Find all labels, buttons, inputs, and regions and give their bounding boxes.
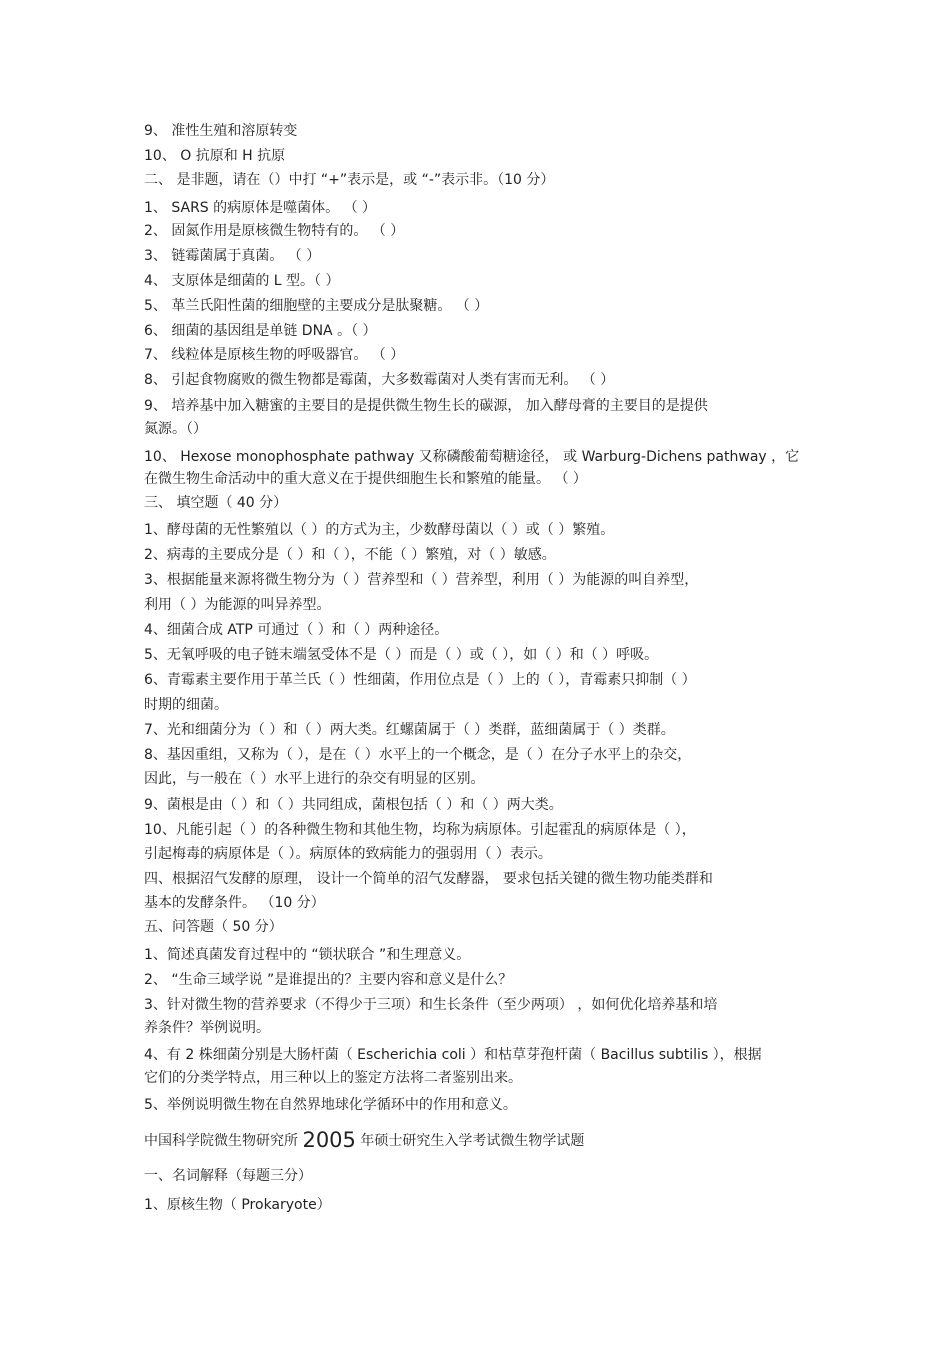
- text-line: 1、酵母菌的无性繁殖以（ ）的方式为主，少数酵母菌以（ ）或（ ）繁殖。: [144, 522, 615, 538]
- text-line: 3、针对微生物的营养要求（不得少于三项）和生长条件（至少两项） ，如何优化培养基和培: [144, 997, 718, 1013]
- text-line: 三、 填空题（ 40 分）: [144, 495, 288, 511]
- exam-title-suffix: 年硕士研究生入学考试微生物学试题: [355, 1133, 585, 1149]
- text-line: 5、举例说明微生物在自然界地球化学循环中的作用和意义。: [144, 1097, 517, 1113]
- text-line: 五、问答题（ 50 分）: [144, 919, 283, 935]
- text-line: 9、 培养基中加入糖蜜的主要目的是提供微生物生长的碳源， 加入酵母膏的主要目的是提供: [144, 398, 708, 414]
- text-line: 7、 线粒体是原核生物的呼吸器官。 （ ）: [144, 347, 405, 363]
- text-line: 利用（ ）为能源的叫异养型。: [144, 597, 331, 613]
- text-line: 10、凡能引起（ ）的各种微生物和其他生物，均称为病原体。引起霍乱的病原体是（ ），: [144, 822, 696, 838]
- text-line: 9、菌根是由（ ）和（ ）共同组成，菌根包括（ ）和（ ）两大类。: [144, 797, 563, 813]
- text-line: 1、简述真菌发育过程中的 “锁状联合 ”和生理意义。: [144, 947, 471, 963]
- exam-title-prefix: 中国科学院微生物研究所: [144, 1133, 303, 1149]
- text-line: 2、 “生命三域学说 ”是谁提出的？主要内容和意义是什么？: [144, 972, 513, 988]
- text-line: 2、 固氮作用是原核微生物特有的。 （ ）: [144, 223, 405, 239]
- text-line: 6、青霉素主要作用于革兰氏（ ）性细菌，作用位点是（ ）上的（ ），青霉素只抑制（ ）: [144, 672, 696, 688]
- exam-title: [144, 1128, 814, 1152]
- text-line: 一、名词解释（每题三分）: [144, 1168, 312, 1184]
- text-line: 4、有 2 株细菌分别是大肠杆菌（ Escherichia coli ）和枯草芽孢杆菌（ Bacillus subtilis ），根据: [144, 1047, 762, 1063]
- text-line: 4、细菌合成 ATP 可通过（ ）和（ ）两种途径。: [144, 622, 449, 638]
- text-line: 8、 引起食物腐败的微生物都是霉菌，大多数霉菌对人类有害而无利。 （ ）: [144, 372, 615, 388]
- text-line: 在微生物生命活动中的重大意义在于提供细胞生长和繁殖的能量。 （ ）: [144, 471, 587, 487]
- text-line: 养条件？举例说明。: [144, 1020, 270, 1036]
- exam-title-year: 2005: [302, 1128, 356, 1152]
- text-line: 四、根据沼气发酵的原理， 设计一个简单的沼气发酵器， 要求包括关键的微生物功能类群和: [144, 871, 713, 887]
- text-line: 5、 革兰氏阳性菌的细胞壁的主要成分是肽聚糖。 （ ）: [144, 298, 489, 314]
- text-line: 2、病毒的主要成分是（ ）和（ ），不能（ ）繁殖，对（ ）敏感。: [144, 547, 556, 563]
- text-line: 4、 支原体是细菌的 L 型。（ ）: [144, 273, 340, 289]
- text-line: 8、基因重组，又称为（ ），是在（ ）水平上的一个概念，是（ ）在分子水平上的杂交，: [144, 747, 692, 763]
- text-line: 基本的发酵条件。 （10 分）: [144, 895, 325, 911]
- text-line: 二、 是非题，请在（）中打 “+”表示是，或 “-”表示非。（10 分）: [144, 172, 555, 188]
- text-line: 因此，与一般在（ ）水平上进行的杂交有明显的区别。: [144, 771, 485, 787]
- text-line: 1、原核生物（ Prokaryote）: [144, 1197, 331, 1213]
- text-line: 引起梅毒的病原体是（ ）。病原体的致病能力的强弱用（ ）表示。: [144, 846, 552, 862]
- text-line: 1、 SARS 的病原体是噬菌体。 （ ）: [144, 200, 377, 216]
- text-line: 3、 链霉菌属于真菌。 （ ）: [144, 248, 321, 264]
- text-line: 氮源。（）: [144, 421, 207, 437]
- text-line: 7、光和细菌分为（ ）和（ ）两大类。红螺菌属于（ ）类群，蓝细菌属于（ ）类群。: [144, 722, 675, 738]
- text-line: 10、 Hexose monophosphate pathway 又称磷酸葡萄糖途径， 或 Warburg-Dichens pathway ，它: [144, 449, 800, 465]
- text-line: 5、无氧呼吸的电子链末端氢受体不是（ ）而是（ ）或（ ），如（ ）和（ ）呼吸。: [144, 647, 659, 663]
- text-line: 它们的分类学特点，用三种以上的鉴定方法将二者鉴别出来。: [144, 1070, 522, 1086]
- text-line: 10、 O 抗原和 H 抗原: [144, 148, 286, 164]
- text-line: 6、 细菌的基因组是单链 DNA 。（ ）: [144, 323, 377, 339]
- text-line: 时期的细菌。: [144, 697, 228, 713]
- text-line: 9、 准性生殖和溶原转变: [144, 123, 298, 139]
- text-line: 3、根据能量来源将微生物分为（ ）营养型和（ ）营养型，利用（ ）为能源的叫自养型，: [144, 572, 699, 588]
